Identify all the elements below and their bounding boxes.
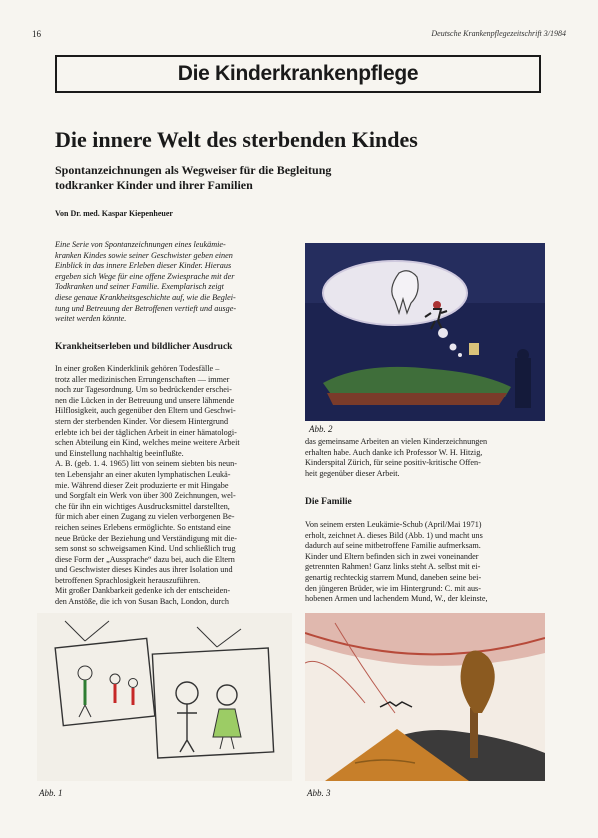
text-line: A. B. (geb. 1. 4. 1965) litt von seinem siebten bis neun- <box>55 459 237 469</box>
text-line: Kinderspital Zürich, für seine positiv-kritische Offen- <box>305 458 481 468</box>
text-line: erhalten habe. Auch danke ich Professor W. H. Hitzig, <box>305 447 483 457</box>
text-line: Hilflosigkeit, auch gegenüber den Eltern und Geschwi- <box>55 406 236 416</box>
text-line: und Geschwister dieses Kindes aus ihrer Isolation und <box>55 565 233 575</box>
text-line: ten Lebensjahr an einer akuten lymphatischen Leukä- <box>55 469 231 479</box>
text-line: erlebte ich bei der täglichen Arbeit in einer hämatologi- <box>55 427 237 437</box>
text-line: den Anstöße, die ich von Susan Bach, London, durch <box>55 597 229 607</box>
text-line: nen die Lücken in der Betreuung und unsere lähmende <box>55 395 235 405</box>
heading-krankheitserleben: Krankheitserleben und bildlicher Ausdruck <box>55 342 233 352</box>
figure-2-caption: Abb. 2 <box>309 424 333 434</box>
text-line: neue Brücke der Beziehung und Verständigung mit die- <box>55 533 237 543</box>
journal-name: Deutsche Krankenpflegezeitschrift 3/1984 <box>431 29 566 38</box>
text-line: das gemeinsame Arbeiten an vielen Kinderzeichnungen <box>305 437 488 446</box>
text-line: betroffenen Sprachlosigkeit herauszuführen. <box>55 575 201 585</box>
figure-3-drawing <box>305 613 545 781</box>
text-line: kranken Kindes sowie seiner Geschwister geben einen <box>55 250 233 260</box>
text-line: mie. Während dieser Zeit produzierte er mit Hingabe <box>55 480 229 490</box>
figure-3-caption: Abb. 3 <box>307 788 331 798</box>
text-line: ergeben sich Wege für eine offene Zwiesprache mit der <box>55 271 235 281</box>
subtitle-line: Spontanzeichnungen als Wegweiser für die Begleitung <box>55 163 332 177</box>
body-column-left <box>55 364 292 608</box>
text-line: diese Form der „Aussprache“ dazu bei, auch die Eltern <box>55 554 235 564</box>
author-byline: Von Dr. med. Kaspar Kiepenheuer <box>55 209 173 218</box>
figure-2-drawing <box>305 243 545 421</box>
text-line: schen Abteilung ein Kind, welches meine weitere Arbeit <box>55 438 240 448</box>
subtitle-line: todkranker Kinder und ihrer Familien <box>55 178 253 192</box>
body-column-right-bottom <box>305 520 545 605</box>
text-line: Mit großer Dankbarkeit gedenke ich der entscheiden- <box>55 586 231 596</box>
text-line: dadurch auf seine mitbetroffene Familie aufmerksam. <box>305 541 481 551</box>
text-line: tung und Betreuung der Betroffenen vertieft und ausge- <box>55 303 237 313</box>
text-line: heit gegenüber dieser Arbeit. <box>305 468 400 478</box>
text-line: hobenen Armen und lachendem Mund, W., der kleinste, <box>305 594 488 604</box>
text-line: Eine Serie von Spontanzeichnungen eines leukämie- <box>55 240 226 249</box>
text-line: weitet werden könnte. <box>55 314 127 324</box>
section-title: Die Kinderkrankenpflege <box>177 62 419 85</box>
page-number: 16 <box>32 29 41 39</box>
text-line: che für ihn ein wichtiges Ausdrucksmittel darstellten, <box>55 501 230 511</box>
text-line: und Einstellung nachhaltig beeinflußte. <box>55 448 184 458</box>
figure-1-caption: Abb. 1 <box>39 788 63 798</box>
text-line: In einer großen Kinderklinik gehören Todesfälle – <box>55 364 220 373</box>
text-line: sem sonst so schweigsamen Kind. Und schließlich trug <box>55 544 236 554</box>
section-banner <box>55 55 541 93</box>
text-line: erholt, zeichnet A. dieses Bild (Abb. 1) und macht uns <box>305 530 483 540</box>
text-line: Von seinem ersten Leukämie-Schub (April/Mai 1971) <box>305 520 482 529</box>
figure-1-drawing <box>37 613 292 781</box>
text-line: reichen seines Erlebens ermöglichte. So entstand eine <box>55 522 231 532</box>
text-line: Todkranken und seiner Familie. Exemplarisch zeigt <box>55 282 224 292</box>
text-line: den jüngeren Brüder, wie im Hintergrund: C. mit aus- <box>305 583 481 593</box>
text-line: getrennten Rahmen! Ganz links steht A. selbst mit ei- <box>305 562 481 572</box>
intro-abstract <box>55 240 292 325</box>
text-line: diese genaue Krankheitsgeschichte auf, wie die Beglei- <box>55 292 236 302</box>
text-line: trotz aller medizinischen Errungenschaften — immer <box>55 374 230 384</box>
text-line: für mich aber einen Zugang zu vielen verborgenen Be- <box>55 512 235 522</box>
text-line: Einblick in das innere Erleben dieser Kinder. Hieraus <box>55 261 232 271</box>
article-subtitle <box>55 163 415 193</box>
text-line: noch zur Tagesordnung. Um so bedrückender erschei- <box>55 385 232 395</box>
article-title: Die innere Welt des sterbenden Kindes <box>55 127 418 152</box>
text-line: und Sorgfalt ein Werk von über 300 Zeichnungen, wel- <box>55 491 236 501</box>
body-column-right-top <box>305 437 545 479</box>
text-line: stern der sterbenden Kinder. Vor diesem Hintergrund <box>55 416 229 426</box>
text-line: genartig rechteckig starrem Mund, daneben seine bei- <box>305 572 482 582</box>
heading-die-familie: Die Familie <box>305 497 352 507</box>
text-line: Kinder und Eltern befinden sich in zwei voneinander <box>305 551 479 561</box>
